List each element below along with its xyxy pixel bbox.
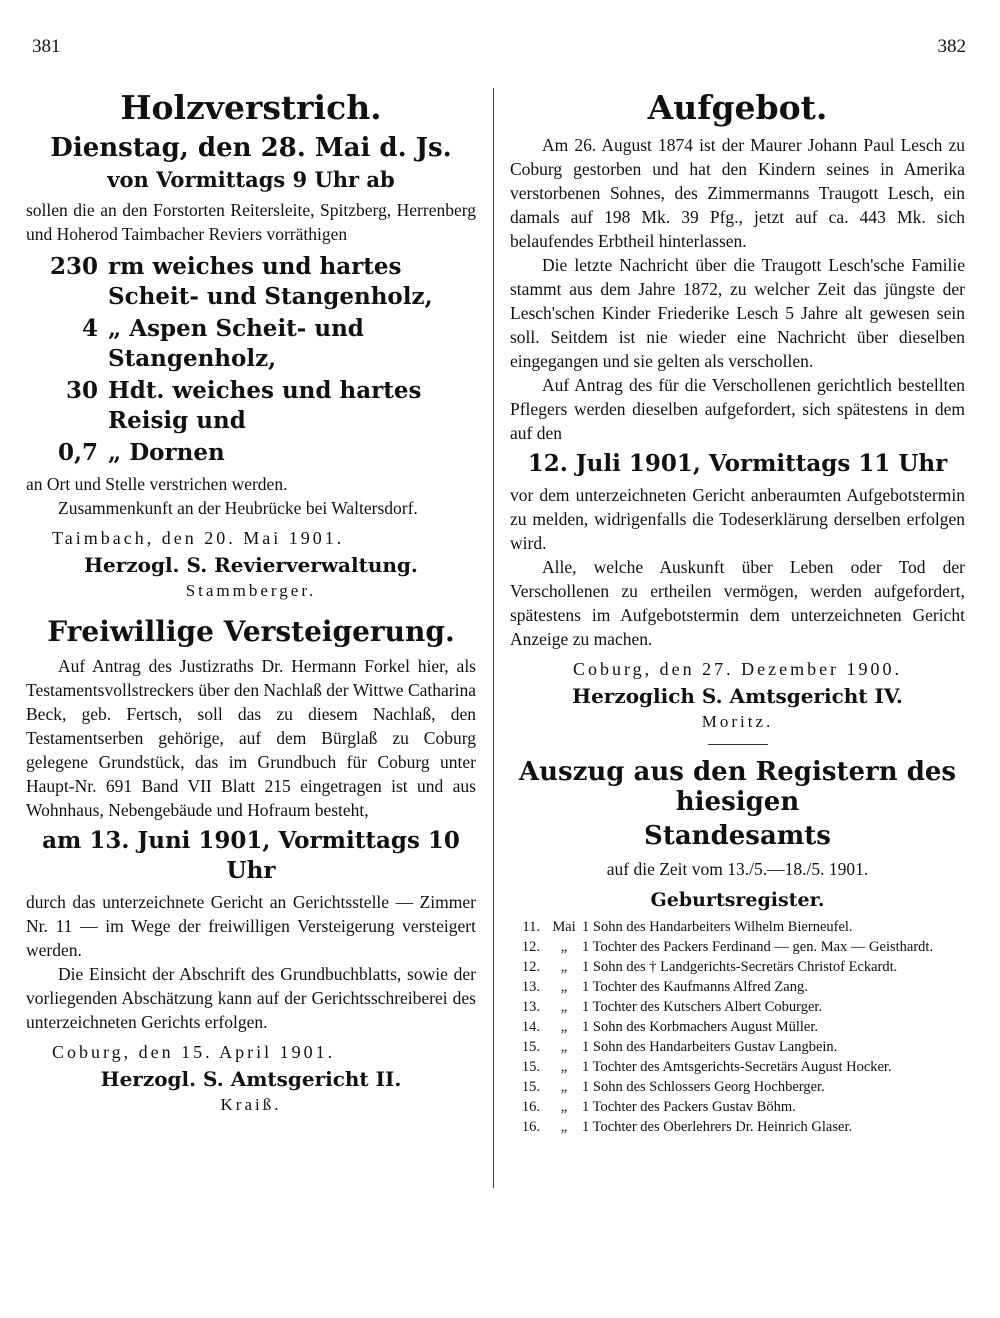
wood-meeting: Zusammenkunft an der Heubrücke bei Waltersdorf. bbox=[58, 498, 418, 518]
voluntary-signature: Herzogl. S. Amtsgericht II. bbox=[100, 1067, 402, 1091]
wood-auction-date: Dienstag, den 28. Mai d. Js. bbox=[50, 133, 452, 163]
wood-item-qty: 4 bbox=[81, 315, 98, 342]
aufgebot-signer: Moritz. bbox=[701, 712, 774, 731]
entry-month: „ bbox=[560, 939, 568, 955]
voluntary-auction-title: Freiwillige Versteigerung. bbox=[47, 615, 455, 648]
entry-text: 1 Tochter des Oberlehrers Dr. Heinrich Glaser. bbox=[582, 1119, 853, 1135]
wood-item-text: rm weiches und hartes Scheit- und Stangenholz, bbox=[108, 253, 433, 310]
aufgebot-p2: Die letzte Nachricht über die Traugott Lesch'sche Familie stammt aus dem Jahre 1872, zu welcher Zeit das jüngste der Lesch'schen Kinder Friederike Lesch 5 Jahre alt gewesen sein soll. Seitdem ist nie wieder eine Nachricht über dieselben eingegangen und sie gelten als verschollen. bbox=[510, 255, 965, 371]
right-column bbox=[510, 80, 965, 1137]
voluntary-auction-p2: durch das unterzeichnete Gericht an Gerichtsstelle — Zimmer Nr. 11 — im Wege der freiwilligen Versteigerung versteigert werden. bbox=[26, 892, 476, 960]
entry-day: 11. bbox=[522, 919, 540, 935]
entry-day: 12. bbox=[521, 939, 540, 955]
entry-text: 1 Tochter des Kaufmanns Alfred Zang. bbox=[582, 979, 808, 995]
wood-item-text: „ Dornen bbox=[108, 439, 225, 466]
register-entry bbox=[510, 1017, 965, 1037]
birth-register-heading: Geburtsregister. bbox=[650, 889, 825, 911]
wood-item bbox=[26, 376, 476, 436]
register-title-line2: Standesamts bbox=[644, 821, 831, 851]
entry-text: 1 Tochter des Kutschers Albert Coburger. bbox=[582, 999, 823, 1015]
register-entry bbox=[510, 977, 965, 997]
register-entry bbox=[510, 1057, 965, 1077]
wood-item-text: Hdt. weiches und hartes Reisig und bbox=[108, 377, 422, 434]
wood-signer: Stammberger. bbox=[185, 581, 317, 600]
register-entry bbox=[510, 1077, 965, 1097]
entry-month: „ bbox=[560, 999, 568, 1015]
entry-month: „ bbox=[560, 1099, 568, 1115]
register-entry bbox=[510, 1117, 965, 1137]
aufgebot-p1: Am 26. August 1874 ist der Maurer Johann Paul Lesch zu Coburg gestorben und hat den Kindern seines in Amerika verstorbenen Sohnes, des Zimmermanns Traugott Lesch, ein damals auf 198 Mk. 39 Pfg., jetzt auf ca. 443 Mk. sich belaufendes Erbtheil hinterlassen. bbox=[510, 135, 965, 251]
entry-text: 1 Sohn des Handarbeiters Wilhelm Bierneufel. bbox=[582, 919, 853, 935]
column-divider bbox=[493, 88, 494, 1188]
entry-day: 15. bbox=[521, 1079, 540, 1095]
register-entry bbox=[510, 997, 965, 1017]
entry-month: „ bbox=[560, 959, 568, 975]
entry-text: 1 Tochter des Packers Gustav Böhm. bbox=[582, 1099, 796, 1115]
wood-auction-time: von Vormittags 9 Uhr ab bbox=[107, 167, 395, 192]
wood-item-qty: 230 bbox=[49, 253, 98, 280]
entry-day: 13. bbox=[521, 979, 540, 995]
register-entry bbox=[510, 937, 965, 957]
voluntary-auction-date: am 13. Juni 1901, Vormittags 10 Uhr bbox=[42, 827, 460, 884]
section-divider bbox=[708, 744, 768, 745]
entry-month: „ bbox=[560, 1039, 568, 1055]
left-column bbox=[26, 80, 476, 1129]
wood-item-qty: 0,7 bbox=[57, 439, 98, 466]
aufgebot-p4: vor dem unterzeichneten Gericht anberaumten Aufgebotstermin zu melden, widrigenfalls die Todeserklärung derselben erfolgen wird. bbox=[510, 485, 965, 553]
entry-day: 13. bbox=[521, 999, 540, 1015]
aufgebot-p5: Alle, welche Auskunft über Leben oder Tod der Verschollenen zu ertheilen vermögen, werden aufgefordert, spätestens im Aufgebotstermin dem unterzeichneten Gericht Anzeige zu machen. bbox=[510, 557, 965, 649]
aufgebot-p3: Auf Antrag des für die Verschollenen gerichtlich bestellten Pflegers werden dieselben aufgefordert, sich spätestens in dem auf den bbox=[510, 375, 965, 443]
page-number-right: 382 bbox=[937, 36, 966, 57]
entry-text: 1 Sohn des Korbmachers August Müller. bbox=[582, 1019, 819, 1035]
wood-item bbox=[26, 314, 476, 374]
entry-text: 1 Tochter des Packers Ferdinand — gen. Max — Geisthardt. bbox=[582, 939, 934, 955]
register-period: auf die Zeit vom 13./5.—18./5. 1901. bbox=[606, 859, 869, 879]
register-entry bbox=[510, 917, 965, 937]
entry-month: „ bbox=[560, 979, 568, 995]
page-number-left: 381 bbox=[32, 36, 61, 57]
aufgebot-place-date: Coburg, den 27. Dezember 1900. bbox=[572, 659, 903, 679]
register-entry bbox=[510, 1097, 965, 1117]
aufgebot-title: Aufgebot. bbox=[647, 88, 828, 127]
wood-item-text: „ Aspen Scheit- und Stangenholz, bbox=[108, 315, 364, 372]
entry-day: 15. bbox=[521, 1039, 540, 1055]
wood-signature: Herzogl. S. Revierverwaltung. bbox=[84, 553, 418, 577]
wood-auction-intro: sollen die an den Forstorten Reitersleite, Spitzberg, Herrenberg und Hoherod Taimbacher Reviers vorräthigen bbox=[26, 200, 476, 244]
entry-month: „ bbox=[560, 1059, 568, 1075]
voluntary-auction-p3: Die Einsicht der Abschrift des Grundbuchblatts, sowie der vorliegenden Abschätzung kann auf der Gerichtsschreiberei des unterzeichneten Gerichts erfolgen. bbox=[26, 964, 476, 1032]
entry-month: Mai bbox=[552, 919, 576, 935]
aufgebot-signature: Herzoglich S. Amtsgericht IV. bbox=[572, 684, 903, 708]
wood-item bbox=[26, 252, 476, 312]
wood-auction-title: Holzverstrich. bbox=[120, 88, 382, 127]
entry-month: „ bbox=[560, 1079, 568, 1095]
entry-text: 1 Sohn des Schlossers Georg Hochberger. bbox=[582, 1079, 825, 1095]
voluntary-signer: Kraiß. bbox=[220, 1095, 282, 1114]
aufgebot-deadline: 12. Juli 1901, Vormittags 11 Uhr bbox=[527, 450, 948, 477]
entry-text: 1 Tochter des Amtsgerichts-Secretärs August Hocker. bbox=[582, 1059, 892, 1075]
entry-day: 16. bbox=[521, 1099, 540, 1115]
wood-place-date: Taimbach, den 20. Mai 1901. bbox=[52, 528, 345, 548]
entry-day: 12. bbox=[521, 959, 540, 975]
register-title-line1: Auszug aus den Registern des hiesigen bbox=[518, 757, 957, 817]
wood-item-qty: 30 bbox=[65, 377, 98, 404]
entry-text: 1 Sohn des † Landgerichts-Secretärs Christof Eckardt. bbox=[582, 959, 898, 975]
voluntary-place-date: Coburg, den 15. April 1901. bbox=[52, 1042, 336, 1062]
birth-register-list bbox=[510, 917, 965, 1137]
wood-after-items: an Ort und Stelle verstrichen werden. bbox=[26, 474, 288, 494]
entry-day: 16. bbox=[521, 1119, 540, 1135]
voluntary-auction-p1: Auf Antrag des Justizraths Dr. Hermann Forkel hier, als Testamentsvollstreckers über den Nachlaß der Wittwe Catharina Beck, geb. Fertsch, soll das zu diesem Nachlaß, den Testamentserben gehörige, auf dem Bürglaß zu Coburg gelegene Grundstück, das im Grundbuch für Coburg unter Haupt-Nr. 691 Band VII Blatt 215 eingetragen ist und aus Wohnhaus, Nebengebäude und Hofraum besteht, bbox=[26, 656, 476, 820]
wood-item bbox=[26, 438, 476, 468]
entry-day: 14. bbox=[521, 1019, 540, 1035]
register-entry bbox=[510, 957, 965, 977]
entry-text: 1 Sohn des Handarbeiters Gustav Langbein. bbox=[582, 1039, 838, 1055]
entry-day: 15. bbox=[521, 1059, 540, 1075]
wood-items-list bbox=[26, 252, 476, 468]
register-entry bbox=[510, 1037, 965, 1057]
entry-month: „ bbox=[560, 1019, 568, 1035]
entry-month: „ bbox=[560, 1119, 568, 1135]
